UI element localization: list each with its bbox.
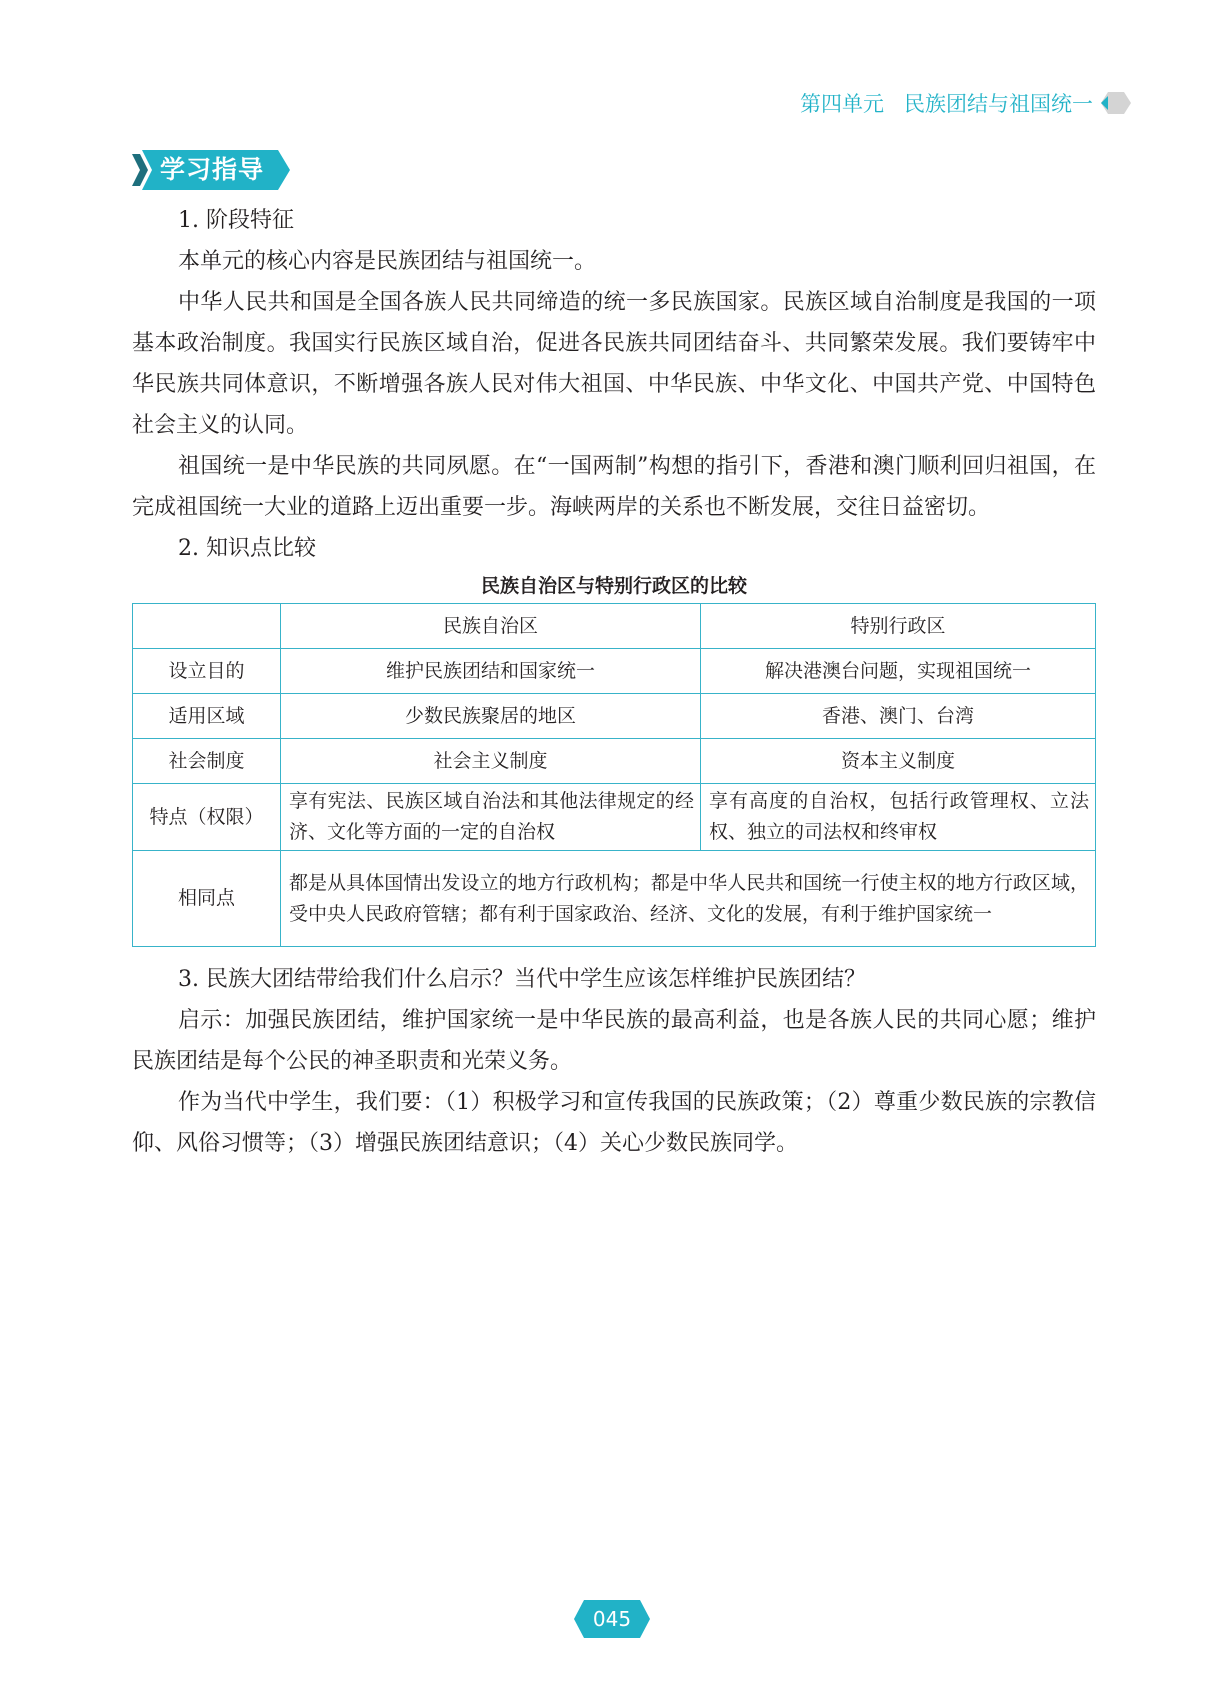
stage-paragraph: 中华人民共和国是全国各族人民共同缔造的统一多民族国家。民族区域自治制度是我国的一项基本政治制度。我国实行民族区域自治，促进各民族共同团结奋斗、共同繁荣发展。我们要铸牢中华民族共同体意识，不断增强各族人民对伟大祖国、中华民族、中华文化、中国共产党、中国特色社会主义的认同。 (132, 290, 1096, 438)
stage-paragraph: 祖国统一是中华民族的共同夙愿。在“一国两制”构想的指引下，香港和澳门顺利回归祖国，在完成祖国统一大业的道路上迈出重要一步。海峡两岸的关系也不断发展，交往日益密切。 (132, 454, 1096, 520)
question-heading: 3. 民族大团结带给我们什么启示？当代中学生应该怎样维护民族团结？ (178, 967, 866, 992)
question-paragraph: 启示：加强民族团结，维护国家统一是中华民族的最高利益，也是各族人民的共同心愿；维护民族团结是每个公民的神圣职责和光荣义务。 (132, 1008, 1096, 1074)
table-cell: 享有宪法、民族区域自治法和其他法律规定的经济、文化等方面的一定的自治权 (281, 784, 701, 851)
row-label: 特点（权限） (133, 784, 281, 851)
page-content (132, 200, 1096, 1164)
table-title: 民族自治区与特别行政区的比较 (480, 575, 747, 597)
row-label: 设立目的 (133, 649, 281, 694)
table-row-common (133, 851, 1096, 947)
section-tag (132, 150, 292, 190)
hexagon-badge-icon (1099, 90, 1133, 116)
question-paragraph: 作为当代中学生，我们要：（1）积极学习和宣传我国的民族政策；（2）尊重少数民族的宗教信仰、风俗习惯等；（3）增强民族团结意识；（4）关心少数民族同学。 (132, 1090, 1096, 1156)
table-cell: 社会主义制度 (281, 739, 701, 784)
table-header-cell: 特别行政区 (701, 604, 1096, 649)
table-row (133, 649, 1096, 694)
running-header (800, 88, 1133, 118)
stage-heading: 1. 阶段特征 (178, 208, 294, 233)
unit-title: 民族团结与祖国统一 (904, 92, 1093, 116)
table-header-cell: 民族自治区 (281, 604, 701, 649)
section-tag-label: 学习指导 (160, 155, 265, 184)
table-header-row (133, 604, 1096, 649)
table-cell: 解决港澳台问题，实现祖国统一 (701, 649, 1096, 694)
table-cell: 少数民族聚居的地区 (281, 694, 701, 739)
table-cell: 资本主义制度 (701, 739, 1096, 784)
page-number-badge (574, 1600, 650, 1638)
comparison-table (132, 603, 1096, 947)
table-cell: 香港、澳门、台湾 (701, 694, 1096, 739)
unit-label: 第四单元 (800, 92, 884, 116)
table-cell: 享有高度的自治权，包括行政管理权、立法权、独立的司法权和终审权 (701, 784, 1096, 851)
table-row (133, 739, 1096, 784)
row-label: 适用区域 (133, 694, 281, 739)
page-number: 045 (592, 1607, 632, 1631)
compare-heading: 2. 知识点比较 (178, 536, 316, 561)
table-cell: 维护民族团结和国家统一 (281, 649, 701, 694)
stage-paragraph: 本单元的核心内容是民族团结与祖国统一。 (178, 249, 597, 274)
row-label: 相同点 (133, 851, 281, 947)
table-row (133, 784, 1096, 851)
row-label: 社会制度 (133, 739, 281, 784)
table-header-cell (133, 604, 281, 649)
table-row (133, 694, 1096, 739)
table-cell-common: 都是从具体国情出发设立的地方行政机构；都是中华人民共和国统一行使主权的地方行政区域，受中央人民政府管辖；都有利于国家政治、经济、文化的发展，有利于维护国家统一 (281, 851, 1096, 947)
